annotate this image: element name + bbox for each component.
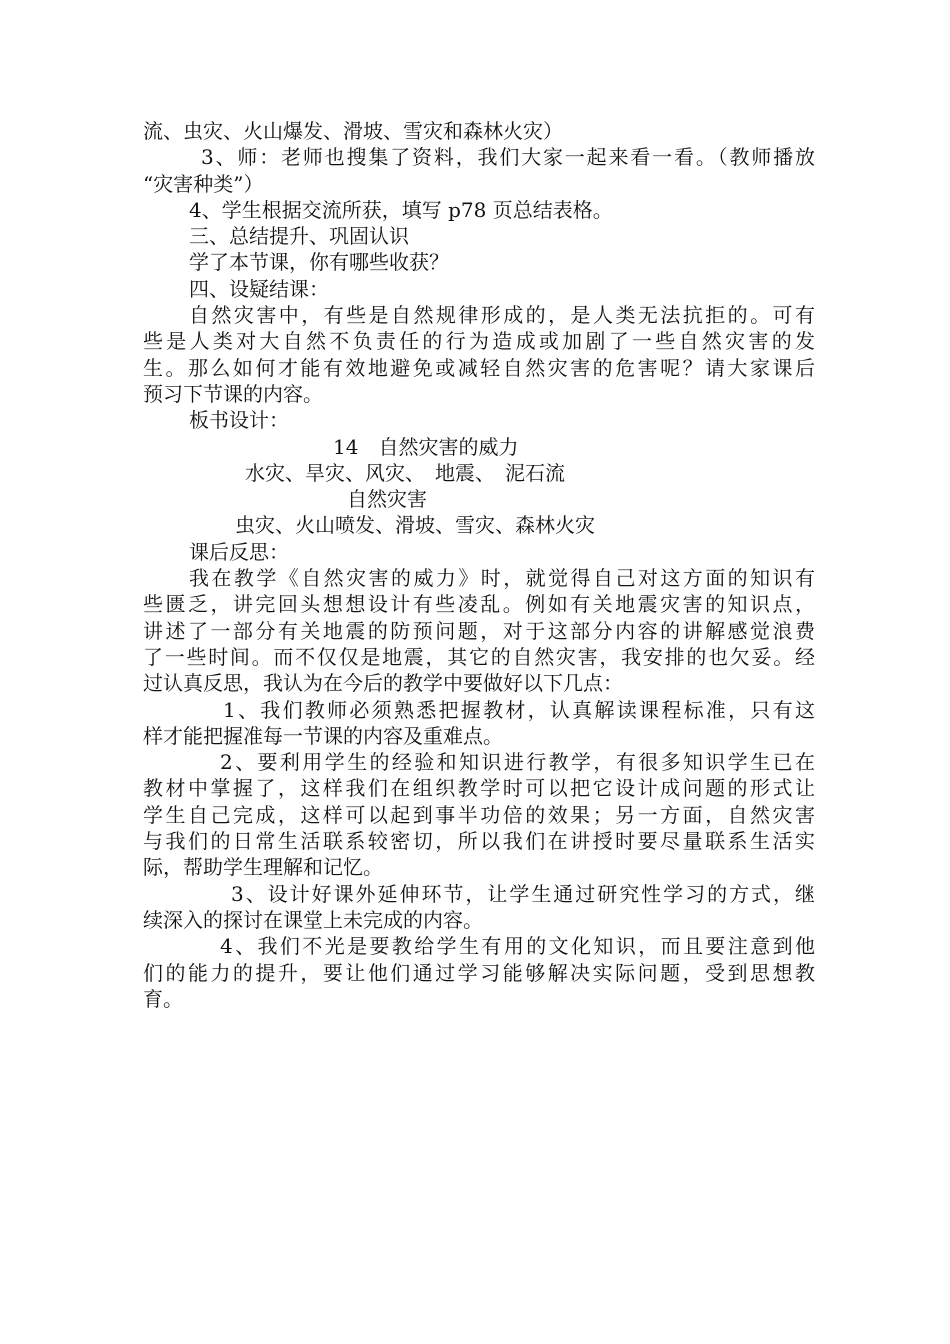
text-line: 学了本节课，你有哪些收获？ [189,250,449,275]
board-label: 板书设计： [189,408,289,433]
document-page [143,118,815,1012]
text-line: 自然灾害中，有些是自然规律形成的，是人类无法抗拒的。可有 [189,303,815,328]
text-line: 与我们的日常生活联系较密切，所以我们在讲授时要尽量联系生活实 [143,829,815,854]
section-heading: 三、总结提升、巩固认识 [189,224,409,249]
board-center: 自然灾害 [347,487,427,512]
section-heading: 四、设疑结课： [189,276,329,301]
text-line: 1、我们教师必须熟悉把握教材，认真解读课程标准，只有这 [223,697,815,722]
text-line: 些匮乏，讲完回头想想设计有些凌乱。例如有关地震灾害的知识点， [143,592,815,617]
text-line: 续深入的探讨在课堂上未完成的内容。 [143,907,483,932]
text-line: 4、学生根据交流所获，填写 p78 页总结表格。 [189,197,613,222]
text-line: “灾害种类”） [143,171,264,196]
text-line: 些是人类对大自然不负责任的行为造成或加剧了一些自然灾害的发 [143,329,815,354]
text-line: 教材中掌握了，这样我们在组织教学时可以把它设计成问题的形式让 [143,776,815,801]
board-row: 水灾、旱灾、风灾、 地震、 泥石流 [245,460,565,485]
text-line: 过认真反思，我认为在今后的教学中要做好以下几点： [143,671,623,696]
text-line: 讲述了一部分有关地震的防预问题，对于这部分内容的讲解感觉浪费 [143,618,815,643]
text-line: 4、我们不光是要教给学生有用的文化知识，而且要注意到他 [220,934,815,959]
text-line: 们的能力的提升，要让他们通过学习能够解决实际问题，受到思想教 [143,960,815,985]
text-line: 生。那么如何才能有效地避免或减轻自然灾害的危害呢？请大家课后 [143,355,815,380]
text-line: 预习下节课的内容。 [143,381,323,406]
text-line: 3、师：老师也搜集了资料，我们大家一起来看一看。（教师播放 [201,145,815,170]
text-line: 样才能把握准每一节课的内容及重难点。 [143,723,503,748]
text-line: 育。 [143,986,183,1011]
text-line: 流、虫灾、火山爆发、滑坡、雪灾和森林火灾） [143,119,563,143]
text-line: 我在教学《自然灾害的威力》时，就觉得自己对这方面的知识有 [189,566,815,591]
text-line: 学生自己完成，这样可以起到事半功倍的效果；另一方面，自然灾害 [143,802,815,827]
board-row: 虫灾、火山喷发、滑坡、雪灾、森林火灾 [235,513,595,538]
reflection-label: 课后反思： [189,539,289,564]
text-line: 2、要利用学生的经验和知识进行教学，有很多知识学生已在 [220,750,815,775]
text-line: 3、设计好课外延伸环节，让学生通过研究性学习的方式，继 [231,881,815,906]
text-line: 了一些时间。而不仅仅是地震，其它的自然灾害，我安排的也欠妥。经 [143,644,815,669]
text-line: 际，帮助学生理解和记忆。 [143,855,383,880]
board-title: 14 自然灾害的威力 [333,434,519,459]
